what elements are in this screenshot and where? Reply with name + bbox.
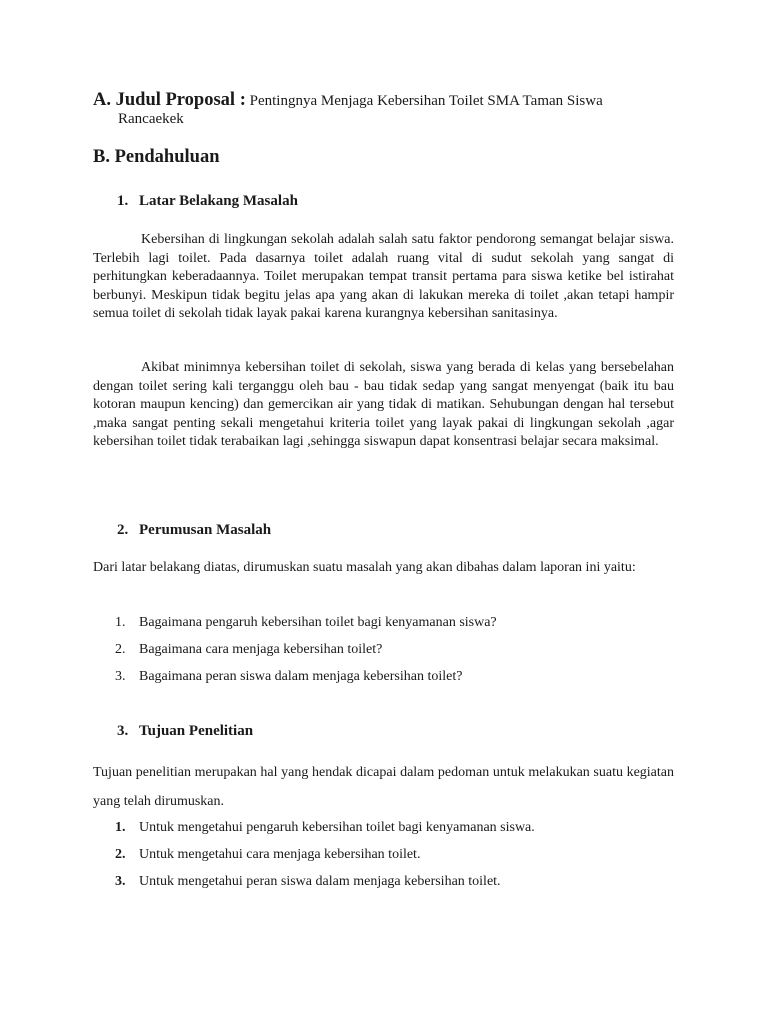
objective-list-item — [115, 846, 420, 864]
list-text: Bagaimana cara menjaga kebersihan toilet? — [139, 642, 383, 657]
section-a-letter: A. — [93, 90, 111, 110]
list-number: 1. — [115, 820, 126, 835]
list-text: Untuk mengetahui pengaruh kebersihan toilet bagi kenyamanan siswa. — [139, 820, 535, 835]
subsection-2-title: Perumusan Masalah — [139, 522, 272, 538]
section-b-label: Pendahuluan — [114, 147, 220, 167]
subsection-3-title: Tujuan Penelitian — [139, 723, 254, 739]
problem-list-item — [115, 668, 462, 686]
list-text: Untuk mengetahui peran siswa dalam menjaga kebersihan toilet. — [139, 874, 501, 889]
list-number: 2. — [115, 847, 126, 862]
background-paragraph-2: Akibat minimnya kebersihan toilet di sekolah, siswa yang berada di kelas yang bersebelahan dengan toilet sering kali terganggu oleh bau - bau tidak sedap yang sangat menyengat (baik itu bau kotoran maupun kencing) dan gemercikan air yang tidak di matikan. Sehubungan dengan hal tersebut ,maka sangat penting sekali mengetahui kriteria toilet yang layak pakai di lingkungan sekolah ,agar kebersihan toilet tidak terabaikan lagi ,sehingga siswapun dapat konsentrasi belajar secara maksimal. — [93, 360, 674, 449]
subsection-1-heading — [117, 193, 298, 210]
list-number: 3. — [115, 874, 126, 889]
background-paragraph-1: Kebersihan di lingkungan sekolah adalah salah satu faktor pendorong semangat belajar siswa. Terlebih lagi toilet. Pada dasarnya toilet adalah ruang vital di sudut sekolah yang sangat di perhitungkan keberadaannya. Toilet merupakan tempat transit pertama para siswa ketike bel istirahat berbunyi. Meskipun tidak begitu jelas apa yang akan di lakukan mereka di toilet ,akan tetapi hampir semua toilet di sekolah tidak layak pakai karena kurangnya kebersihan sanitasinya. — [93, 232, 674, 321]
proposal-title-line1: Pentingnya Menjaga Kebersihan Toilet SMA Taman Siswa — [245, 93, 603, 109]
problem-intro: Dari latar belakang diatas, dirumuskan suatu masalah yang akan dibahas dalam laporan ini yaitu: — [93, 560, 636, 575]
section-a-label: Judul Proposal — [115, 90, 236, 110]
list-number: 1. — [115, 615, 126, 630]
subsection-2-number: 2. — [117, 522, 129, 538]
section-b-letter: B. — [93, 147, 110, 167]
subsection-3-number: 3. — [117, 723, 129, 739]
subsection-1-number: 1. — [117, 193, 129, 209]
objective-intro: Tujuan penelitian merupakan hal yang hendak dicapai dalam pedoman untuk melakukan suatu kegiatan yang telah dirumuskan. — [93, 765, 674, 809]
subsection-1-title: Latar Belakang Masalah — [139, 193, 298, 209]
list-number: 3. — [115, 669, 126, 684]
section-a-heading — [93, 90, 603, 111]
subsection-3-heading — [117, 723, 253, 740]
list-text: Untuk mengetahui cara menjaga kebersihan toilet. — [139, 847, 421, 862]
list-text: Bagaimana peran siswa dalam menjaga kebersihan toilet? — [139, 669, 463, 684]
objective-list-item — [115, 873, 501, 891]
proposal-title-line2: Rancaekek — [118, 111, 184, 127]
list-text: Bagaimana pengaruh kebersihan toilet bagi kenyamanan siswa? — [139, 615, 497, 630]
problem-list-item — [115, 614, 497, 632]
objective-list-item — [115, 819, 535, 837]
section-b-heading — [93, 147, 219, 168]
subsection-2-heading — [117, 522, 271, 539]
list-number: 2. — [115, 642, 126, 657]
section-a-colon: : — [235, 90, 246, 110]
problem-list-item — [115, 641, 382, 659]
